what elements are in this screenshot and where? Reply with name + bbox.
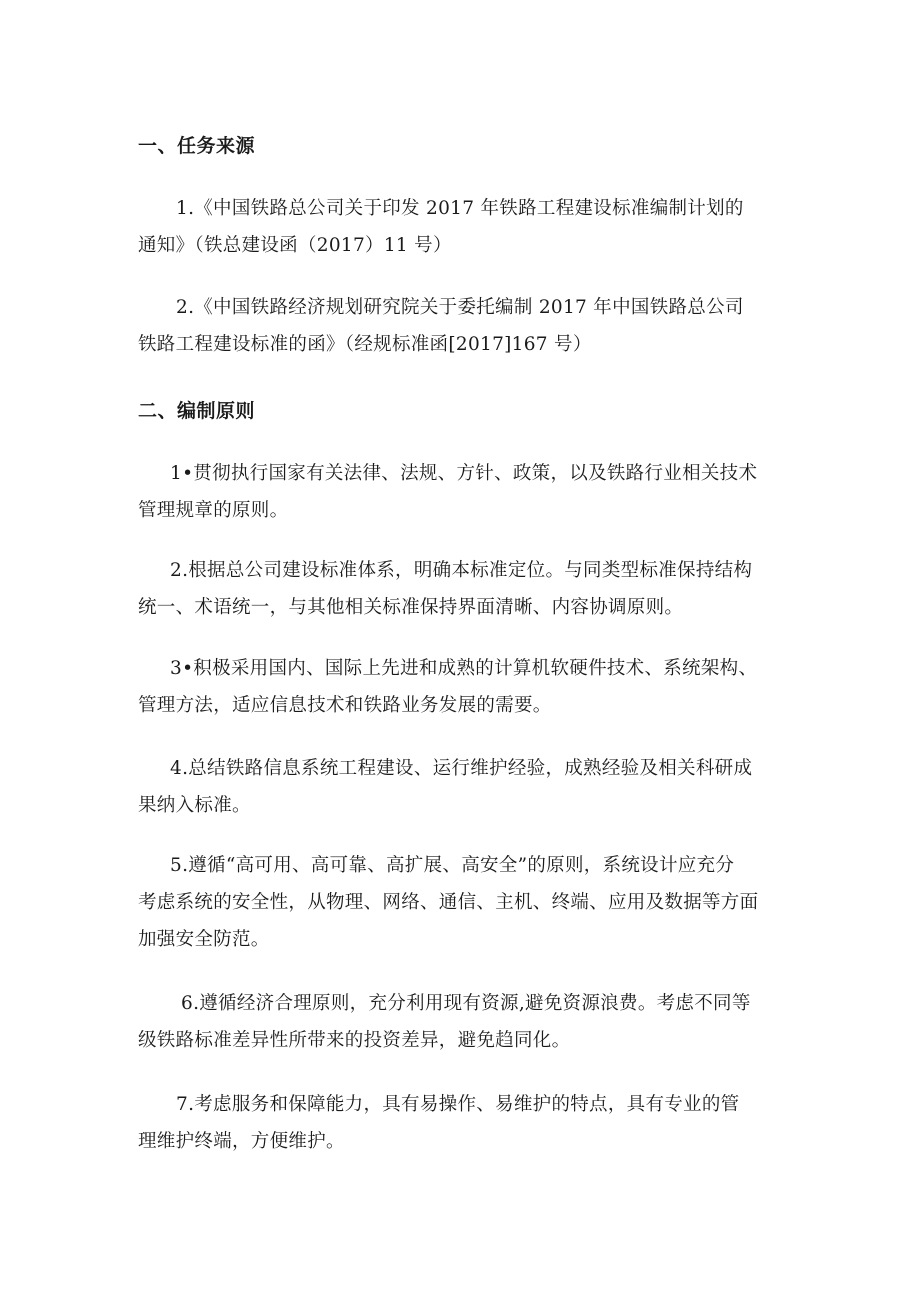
section-heading-principles: 二、编制原则 <box>138 400 256 422</box>
paragraph-line: 通知》（铁总建设函（2017）11 号） <box>138 235 452 256</box>
paragraph-line: 管理方法，适应信息技术和铁路业务发展的需要。 <box>138 695 552 716</box>
paragraph-line: 管理规章的原则。 <box>138 500 289 521</box>
paragraph-line: 3•积极采用国内、国际上先进和成熟的计算机软硬件技术、系统架构、 <box>170 658 758 679</box>
paragraph-line: 5.遵循“高可用、高可靠、高扩展、高安全”的原则，系统设计应充分 <box>170 855 735 876</box>
paragraph-source-1 <box>138 190 798 264</box>
paragraph-principle-1 <box>138 455 798 529</box>
paragraph-line: 4.总结铁路信息系统工程建设、运行维护经验，成熟经验及相关科研成 <box>170 758 753 779</box>
paragraph-line: 级铁路标准差异性所带来的投资差异，避免趋同化。 <box>138 1030 571 1051</box>
paragraph-principle-2 <box>138 552 798 626</box>
section-heading-task-source: 一、任务来源 <box>138 135 256 157</box>
paragraph-principle-5 <box>138 847 798 958</box>
paragraph-line: 铁路工程建设标准的函》（经规标准函[2017]167 号） <box>138 334 592 355</box>
paragraph-source-2 <box>138 289 798 363</box>
paragraph-line: 加强安全防范。 <box>138 929 270 950</box>
paragraph-principle-7 <box>138 1086 798 1160</box>
paragraph-line: 考虑系统的安全性，从物理、网络、通信、主机、终端、应用及数据等方面 <box>138 892 759 913</box>
paragraph-line: 2.根据总公司建设标准体系，明确本标准定位。与同类型标准保持结构 <box>170 560 753 581</box>
paragraph-principle-6 <box>138 985 798 1059</box>
paragraph-line: 统一、术语统一，与其他相关标准保持界面清晰、内容协调原则。 <box>138 597 684 618</box>
paragraph-line: 7.考虑服务和保障能力，具有易操作、易维护的特点，具有专业的管 <box>176 1094 740 1115</box>
paragraph-line: 1•贯彻执行国家有关法律、法规、方针、政策，以及铁路行业相关技术 <box>170 463 758 484</box>
paragraph-principle-4 <box>138 750 798 824</box>
paragraph-line: 理维护终端，方便维护。 <box>138 1131 345 1152</box>
paragraph-line: 1.《中国铁路总公司关于印发 2017 年铁路工程建设标准编制计划的 <box>176 198 744 219</box>
paragraph-principle-3 <box>138 650 798 724</box>
paragraph-line: 2.《中国铁路经济规划研究院关于委托编制 2017 年中国铁路总公司 <box>176 297 744 318</box>
paragraph-line: 果纳入标准。 <box>138 795 251 816</box>
paragraph-line: 6.遵循经济合理原则，充分利用现有资源,避免资源浪费。考虑不同等 <box>181 993 751 1014</box>
